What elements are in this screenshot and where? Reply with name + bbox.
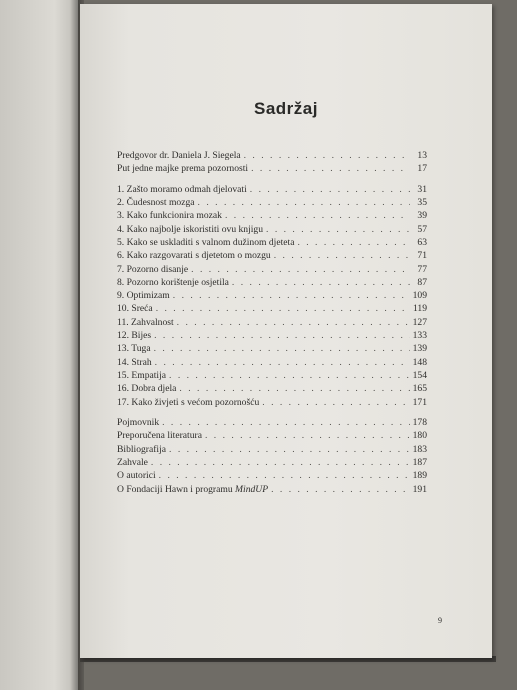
toc-entry <box>117 302 427 315</box>
table-of-contents <box>117 149 427 503</box>
toc-entry-italic-title: MindUP <box>235 483 269 495</box>
toc-title: Sadržaj <box>254 99 318 118</box>
dot-leader <box>169 369 410 382</box>
toc-entry-title: 13. Tuga <box>117 343 151 355</box>
dot-leader <box>274 249 410 262</box>
toc-group <box>117 416 427 496</box>
toc-entry <box>117 209 427 222</box>
dot-leader <box>154 342 410 355</box>
toc-entry-title: 11. Zahvalnost <box>117 316 174 328</box>
toc-page-number: 63 <box>417 236 427 248</box>
toc-entry-title: 5. Kako se uskladiti s valnom dužinom djeteta <box>117 236 295 248</box>
page-number: 9 <box>438 616 442 625</box>
toc-page-number: 165 <box>412 383 427 395</box>
toc-group <box>117 149 427 176</box>
toc-page-number: 133 <box>412 330 427 342</box>
toc-page-number: 17 <box>417 163 427 175</box>
toc-page-number: 127 <box>412 316 427 328</box>
toc-entry-title: 14. Strah <box>117 356 152 368</box>
toc-group <box>117 183 427 409</box>
toc-entry <box>117 316 427 329</box>
toc-entry <box>117 162 427 175</box>
toc-entry-title: 16. Dobra djela <box>117 383 177 395</box>
toc-page-number: 154 <box>412 369 427 381</box>
toc-entry-title: 15. Empatija <box>117 369 167 381</box>
toc-entry-title: 9. Optimizam <box>117 290 170 302</box>
toc-entry <box>117 149 427 162</box>
toc-page-number: 183 <box>412 443 427 455</box>
toc-page-number: 87 <box>417 276 427 288</box>
toc-entry <box>117 249 427 262</box>
dot-leader <box>232 276 410 289</box>
dot-leader <box>244 149 410 162</box>
toc-page-number: 109 <box>412 290 427 302</box>
dot-leader <box>173 289 410 302</box>
dot-leader <box>155 356 410 369</box>
toc-page-number: 148 <box>412 356 427 368</box>
toc-entry-title: 3. Kako funkcionira mozak <box>117 210 222 222</box>
dot-leader <box>156 302 410 315</box>
toc-entry <box>117 416 427 429</box>
toc-entry-title: 8. Pozorno korištenje osjetila <box>117 276 229 288</box>
toc-entry-title: 12. Bijes <box>117 330 152 342</box>
toc-entry-title: 2. Čudesnost mozga <box>117 197 195 209</box>
toc-entry-title: Pojmovnik <box>117 417 160 429</box>
dot-leader <box>151 456 410 469</box>
toc-entry <box>117 396 427 409</box>
toc-page-number: 35 <box>417 197 427 209</box>
toc-page-number: 31 <box>417 183 427 195</box>
toc-entry <box>117 236 427 249</box>
toc-page-number: 191 <box>412 483 427 495</box>
toc-entry-title: Bibliografija <box>117 443 167 455</box>
toc-entry <box>117 483 427 496</box>
dot-leader <box>198 196 410 209</box>
toc-entry <box>117 382 427 395</box>
toc-entry <box>117 369 427 382</box>
book-page <box>80 4 492 658</box>
toc-page-number: 39 <box>417 210 427 222</box>
toc-entry-title: O Fondaciji Hawn i programu MindUP <box>117 483 269 495</box>
toc-entry-title: O autorici <box>117 470 156 482</box>
toc-entry-title: Put jedne majke prema pozornosti <box>117 163 249 175</box>
facing-page <box>0 0 78 690</box>
toc-page-number: 178 <box>412 417 427 429</box>
dot-leader <box>262 396 409 409</box>
toc-entry-title: Preporučena literatura <box>117 430 202 442</box>
dot-leader <box>162 416 409 429</box>
toc-page-number: 171 <box>412 396 427 408</box>
toc-entry <box>117 223 427 236</box>
toc-entry <box>117 183 427 196</box>
toc-entry-title: 1. Zašto moramo odmah djelovati <box>117 183 247 195</box>
dot-leader <box>205 429 410 442</box>
toc-entry <box>117 276 427 289</box>
dot-leader <box>191 263 410 276</box>
toc-entry-title: 17. Kako živjeti s većom pozornošću <box>117 396 260 408</box>
toc-entry <box>117 263 427 276</box>
toc-entry <box>117 443 427 456</box>
toc-page-number: 71 <box>417 250 427 262</box>
toc-page-number: 119 <box>412 303 427 315</box>
toc-page-number: 139 <box>412 343 427 355</box>
toc-entry <box>117 456 427 469</box>
toc-entry-title: 6. Kako razgovarati s djetetom o mozgu <box>117 250 271 262</box>
toc-entry-title: 10. Sreća <box>117 303 153 315</box>
dot-leader <box>177 316 410 329</box>
toc-entry <box>117 196 427 209</box>
toc-entry <box>117 342 427 355</box>
toc-entry <box>117 469 427 482</box>
dot-leader <box>159 469 410 482</box>
toc-page-number: 77 <box>417 263 427 275</box>
toc-page-number: 57 <box>417 223 427 235</box>
toc-entry-title: Predgovor dr. Daniela J. Siegela <box>117 150 241 161</box>
dot-leader <box>225 209 410 222</box>
dot-leader <box>169 443 410 456</box>
toc-entry <box>117 329 427 342</box>
dot-leader <box>251 162 410 175</box>
toc-entry-title: Zahvale <box>117 456 148 468</box>
dot-leader <box>179 382 409 395</box>
dot-leader <box>250 183 410 196</box>
toc-entry <box>117 429 427 442</box>
dot-leader <box>154 329 409 342</box>
dot-leader <box>271 483 410 496</box>
toc-entry <box>117 356 427 369</box>
toc-entry-title: 7. Pozorno disanje <box>117 263 189 275</box>
toc-page-number: 189 <box>412 470 427 482</box>
dot-leader <box>266 223 410 236</box>
toc-entry-title: 4. Kako najbolje iskoristiti ovu knjigu <box>117 223 264 235</box>
toc-page-number: 13 <box>417 150 427 161</box>
toc-page-number: 187 <box>412 456 427 468</box>
toc-entry <box>117 289 427 302</box>
dot-leader <box>297 236 410 249</box>
toc-page-number: 180 <box>412 430 427 442</box>
